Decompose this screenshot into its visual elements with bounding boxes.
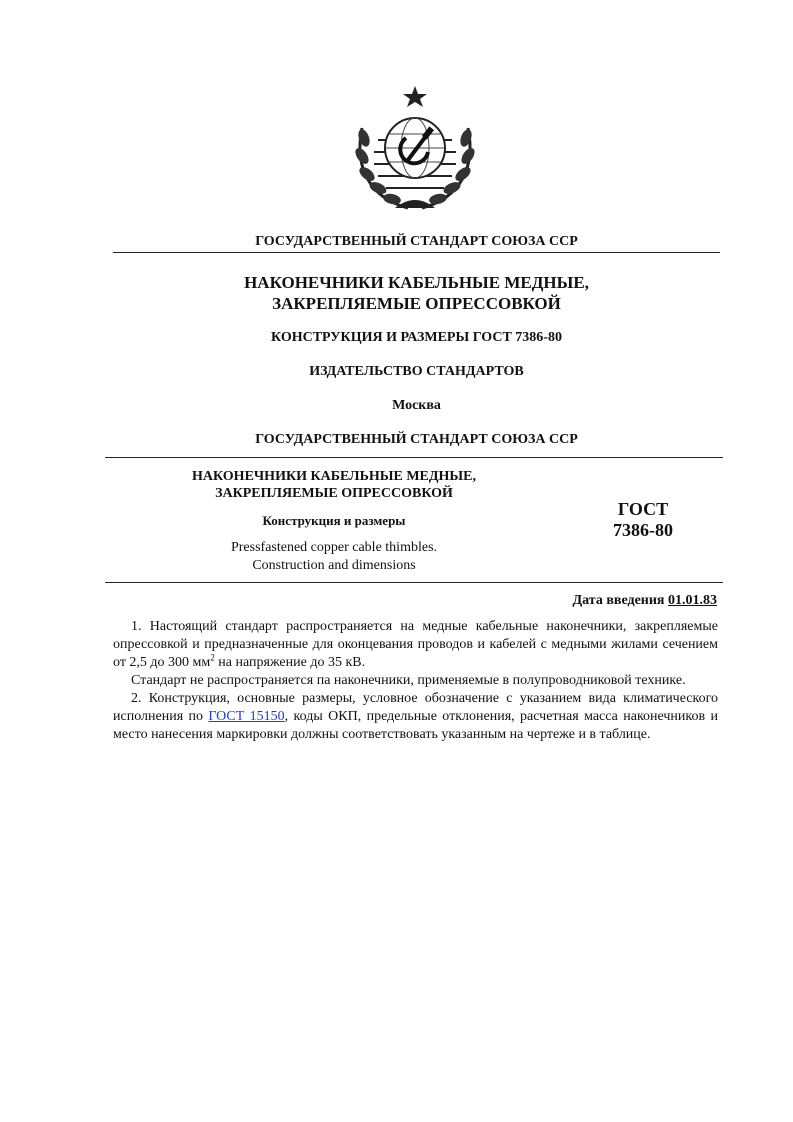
english-title-line1: Pressfastened copper cable thimbles.	[230, 540, 438, 555]
paragraph-2: Стандарт не распространяется па наконечники, применяемые в полупроводниковой технике.	[131, 673, 686, 688]
superscript: 2	[210, 652, 215, 663]
paragraph-1-text: 1. Настоящий стандарт распространяется на медные кабельные наконечники, закрепляемые опрессовкой и предназначенные для оконцевания проводов и кабелей с медными жилами сечением от 2,5 до 300 мм	[113, 619, 718, 670]
standard-title-line2: ЗАКРЕПЛЯЕМЫЕ ОПРЕССОВКОЙ	[215, 486, 453, 501]
gost-code	[573, 499, 713, 541]
paragraph-1	[113, 618, 718, 672]
paragraph-3-end: , коды ОКП, предельные отклонения, расчетная масса наконечников и место нанесения маркировки должны соответствовать указанным на чертеже и в таблице.	[113, 709, 718, 742]
gost-code-line2: 7386-80	[613, 520, 673, 540]
standard-bottom-rule	[105, 582, 723, 583]
cover-subtitle: КОНСТРУКЦИЯ И РАЗМЕРЫ ГОСТ 7386-80	[271, 330, 562, 345]
standard-title-line1: НАКОНЕЧНИКИ КАБЕЛЬНЫЕ МЕДНЫЕ,	[191, 469, 476, 484]
city: Москва	[392, 398, 441, 413]
standard-subtitle: Конструкция и размеры	[262, 513, 406, 528]
gost-15150-link[interactable]: ГОСТ 15150	[208, 709, 285, 724]
paragraph-1-end: на напряжение до 35 кВ.	[214, 655, 366, 670]
cover-title-line2: ЗАКРЕПЛЯЕМЫЕ ОПРЕССОВКОЙ	[272, 294, 561, 313]
ussr-emblem-icon	[348, 80, 482, 220]
standard-header: ГОСУДАРСТВЕННЫЙ СТАНДАРТ СОЮЗА ССР	[255, 432, 578, 447]
english-title-line2: Construction and dimensions	[252, 558, 416, 573]
standard-title	[105, 468, 563, 502]
standard-top-rule	[105, 457, 723, 458]
cover-header: ГОСУДАРСТВЕННЫЙ СТАНДАРТ СОЮЗА ССР	[255, 234, 578, 249]
cover-divider	[113, 252, 720, 253]
cover-title-line1: НАКОНЕЧНИКИ КАБЕЛЬНЫЕ МЕДНЫЕ,	[244, 273, 589, 292]
document-body	[113, 618, 718, 744]
effective-date-label: Дата введения	[572, 593, 665, 608]
publisher: ИЗДАТЕЛЬСТВО СТАНДАРТОВ	[309, 364, 524, 379]
cover-title	[80, 272, 753, 314]
effective-date-value: 01.01.83	[668, 593, 717, 608]
english-title	[105, 539, 563, 575]
paragraph-3-text: 2. Конструкция, основные размеры, условное обозначение с указанием вида климатического исполнения по	[113, 691, 718, 724]
paragraph-3	[113, 690, 718, 744]
effective-date	[573, 593, 717, 609]
gost-code-line1: ГОСТ	[617, 499, 669, 519]
